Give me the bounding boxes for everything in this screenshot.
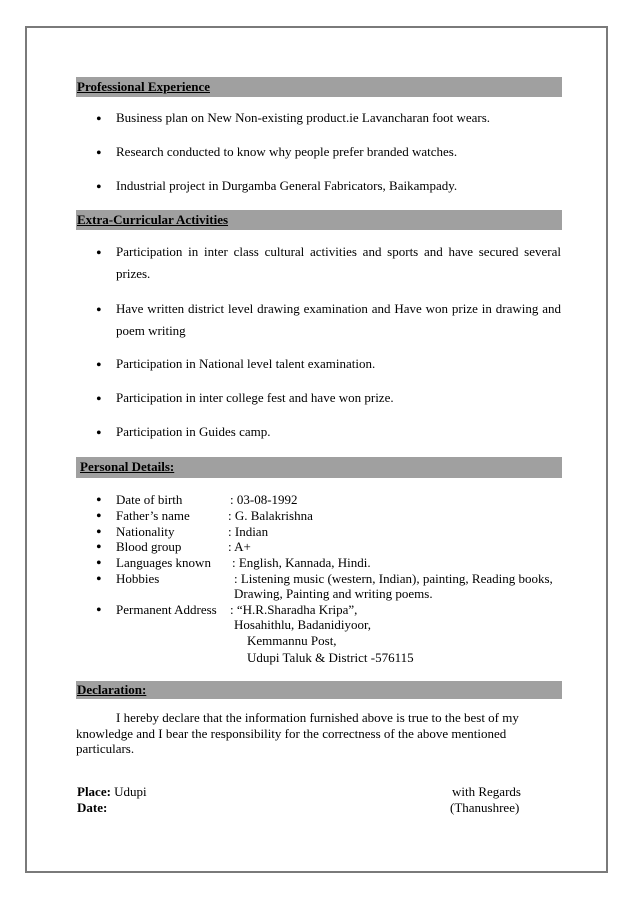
section-header-declaration <box>76 681 562 699</box>
date-label: Date: <box>77 800 108 815</box>
list-item: Participation in inter college fest and have won prize. <box>116 390 394 405</box>
declaration-text: knowledge and I bear the responsibility for the correctness of the above mentioned <box>76 726 507 741</box>
bullet-icon: • <box>96 602 102 619</box>
field-value-address: : “H.R.Sharadha Kripa”, <box>230 602 358 617</box>
list-item-continuation: prizes. <box>116 266 151 281</box>
bullet-icon: • <box>96 245 102 262</box>
bullet-icon: • <box>96 179 102 196</box>
field-label-father: Father’s name <box>116 508 190 523</box>
section-title: Professional Experience <box>77 79 210 94</box>
field-label-blood-group: Blood group <box>116 539 182 554</box>
bullet-icon: • <box>96 357 102 374</box>
date-line <box>77 800 107 816</box>
field-value-address-line: Hosahithlu, Badanidiyoor, <box>234 617 372 632</box>
field-value-hobbies-continuation: Drawing, Painting and writing poems. <box>234 586 433 601</box>
bullet-icon: • <box>96 524 102 541</box>
bullet-icon: • <box>96 111 102 128</box>
bullet-icon: • <box>96 539 102 556</box>
section-header-personal-details <box>76 457 562 478</box>
regards-text: with Regards <box>452 784 521 799</box>
declaration-text: particulars. <box>76 741 135 756</box>
bullet-icon: • <box>96 425 102 442</box>
field-value-hobbies: : Listening music (western, Indian), painting, Reading books, <box>234 571 553 586</box>
field-value-blood-group: : A+ <box>228 539 251 554</box>
field-value-dob: : 03-08-1992 <box>230 492 298 507</box>
field-label-address: Permanent Address <box>116 602 217 617</box>
list-item: Participation in inter class cultural activities and sports and have secured several <box>116 244 561 259</box>
field-label-dob: Date of birth <box>116 492 183 507</box>
bullet-icon: • <box>96 145 102 162</box>
list-item: Business plan on New Non-existing product.ie Lavancharan foot wears. <box>116 110 491 125</box>
bullet-icon: • <box>96 555 102 572</box>
field-label-nationality: Nationality <box>116 524 175 539</box>
list-item: Industrial project in Durgamba General Fabricators, Baikampady. <box>116 178 458 193</box>
list-item-continuation: poem writing <box>116 323 186 338</box>
place-label: Place: <box>77 784 111 799</box>
field-value-languages: : English, Kannada, Hindi. <box>232 555 371 570</box>
list-item: Have written district level drawing examination and Have won prize in drawing and <box>116 301 561 316</box>
section-title: Declaration: <box>77 682 147 697</box>
field-value-nationality: : Indian <box>228 524 269 539</box>
signature-name: (Thanushree) <box>450 800 520 815</box>
field-label-languages: Languages known <box>116 555 211 570</box>
section-title: Personal Details: <box>80 459 175 474</box>
declaration-text: I hereby declare that the information furnished above is true to the best of my <box>116 710 519 725</box>
bullet-icon: • <box>96 571 102 588</box>
bullet-icon: • <box>96 391 102 408</box>
field-value-address-line: Udupi Taluk & District -576115 <box>247 650 414 665</box>
section-header-professional-experience <box>76 77 562 97</box>
bullet-icon: • <box>96 492 102 509</box>
list-item: Participation in Guides camp. <box>116 424 271 439</box>
section-header-extra-curricular <box>76 210 562 230</box>
field-value-father: : G. Balakrishna <box>228 508 313 523</box>
field-label-hobbies: Hobbies <box>116 571 160 586</box>
list-item: Research conducted to know why people prefer branded watches. <box>116 144 458 159</box>
place-line <box>77 784 147 800</box>
field-value-address-line: Kemmannu Post, <box>247 633 337 648</box>
place-value: Udupi <box>110 784 147 799</box>
section-title: Extra-Curricular Activities <box>77 212 229 227</box>
bullet-icon: • <box>96 302 102 319</box>
list-item: Participation in National level talent examination. <box>116 356 376 371</box>
bullet-icon: • <box>96 508 102 525</box>
